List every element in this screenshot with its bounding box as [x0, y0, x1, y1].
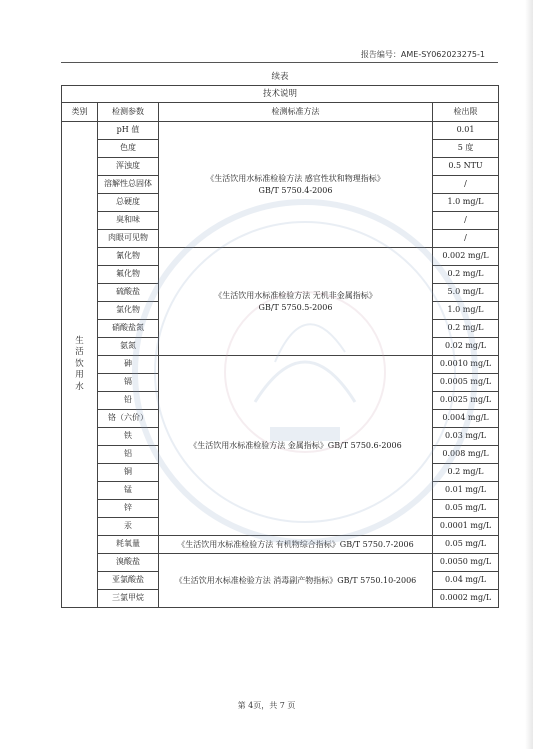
parameter-cell: 氰化物	[98, 248, 159, 266]
limit-cell: 0.03 mg/L	[433, 428, 499, 446]
page-edge-shadow	[525, 0, 533, 749]
limit-cell: 0.5 NTU	[433, 158, 499, 176]
parameter-cell: 锰	[98, 482, 159, 500]
method-cell: 《生活饮用水标准检验方法 有机物综合指标》GB/T 5750.7-2006	[159, 536, 433, 554]
parameter-cell: 铅	[98, 392, 159, 410]
table-row	[62, 536, 499, 554]
parameter-cell: 耗氧量	[98, 536, 159, 554]
parameter-cell: 砷	[98, 356, 159, 374]
parameter-cell: 溴酸盐	[98, 554, 159, 572]
table-row	[62, 554, 499, 572]
column-header-method: 检测标准方法	[159, 103, 433, 122]
limit-cell: 0.02 mg/L	[433, 338, 499, 356]
limit-cell: 5.0 mg/L	[433, 284, 499, 302]
limit-cell: 1.0 mg/L	[433, 194, 499, 212]
parameter-cell: 氟化物	[98, 266, 159, 284]
limit-cell: 0.2 mg/L	[433, 320, 499, 338]
limit-cell: 0.2 mg/L	[433, 464, 499, 482]
method-cell	[159, 122, 433, 248]
limit-cell: 0.0005 mg/L	[433, 374, 499, 392]
parameter-cell: 氯化物	[98, 302, 159, 320]
parameter-cell: 镉	[98, 374, 159, 392]
limit-cell: 0.004 mg/L	[433, 410, 499, 428]
parameter-cell: 肉眼可见物	[98, 230, 159, 248]
limit-cell: 0.01	[433, 122, 499, 140]
parameter-cell: 浑浊度	[98, 158, 159, 176]
table-row	[62, 122, 499, 140]
category-cell	[62, 122, 98, 608]
parameter-cell: 三氯甲烷	[98, 590, 159, 608]
limit-cell: /	[433, 212, 499, 230]
table-row	[62, 356, 499, 374]
parameter-cell: 臭和味	[98, 212, 159, 230]
method-code: GB/T 5750.5-2006	[258, 302, 333, 312]
limit-cell: 5 度	[433, 140, 499, 158]
limit-cell: 0.04 mg/L	[433, 572, 499, 590]
technical-spec-table	[61, 69, 499, 608]
report-number: 报告编号：AME-SY062023275-1	[360, 50, 485, 59]
parameter-cell: 铬（六价）	[98, 410, 159, 428]
parameter-cell: 汞	[98, 518, 159, 536]
limit-cell: 0.0002 mg/L	[433, 590, 499, 608]
method-name: 《生活饮用水标准检验方法 感官性状和物理指标》	[206, 173, 385, 183]
column-header-parameter: 检测参数	[98, 103, 159, 122]
parameter-cell: 铜	[98, 464, 159, 482]
parameter-cell: pH 值	[98, 122, 159, 140]
method-name: 《生活饮用水标准检验方法 无机非金属指标》	[214, 290, 377, 300]
method-cell	[159, 356, 433, 536]
parameter-cell: 锌	[98, 500, 159, 518]
column-header-category: 类别	[62, 103, 98, 122]
parameter-cell: 色度	[98, 140, 159, 158]
header-divider	[61, 62, 498, 63]
limit-cell: 0.008 mg/L	[433, 446, 499, 464]
limit-cell: 0.05 mg/L	[433, 500, 499, 518]
limit-cell: 0.0050 mg/L	[433, 554, 499, 572]
limit-cell: 0.05 mg/L	[433, 536, 499, 554]
method-name: 《生活饮用水标准检验方法 金属指标》GB/T 5750.6-2006	[189, 440, 402, 450]
parameter-cell: 硝酸盐氮	[98, 320, 159, 338]
parameter-cell: 亚氯酸盐	[98, 572, 159, 590]
column-header-limit: 检出限	[433, 103, 499, 122]
parameter-cell: 氨氮	[98, 338, 159, 356]
limit-cell: 0.0001 mg/L	[433, 518, 499, 536]
method-code: GB/T 5750.4-2006	[258, 185, 333, 195]
limit-cell: 0.2 mg/L	[433, 266, 499, 284]
limit-cell: 1.0 mg/L	[433, 302, 499, 320]
table-row	[62, 248, 499, 266]
method-cell	[159, 248, 433, 356]
section-title: 技术说明	[62, 86, 499, 103]
limit-cell: 0.0025 mg/L	[433, 392, 499, 410]
parameter-cell: 铁	[98, 428, 159, 446]
method-cell: 《生活饮用水标准检验方法 消毒副产物指标》GB/T 5750.10-2006	[159, 554, 433, 608]
parameter-cell: 硫酸盐	[98, 284, 159, 302]
continued-label: 续表	[62, 69, 499, 86]
limit-cell: 0.0010 mg/L	[433, 356, 499, 374]
parameter-cell: 溶解性总固体	[98, 176, 159, 194]
parameter-cell: 总硬度	[98, 194, 159, 212]
limit-cell: 0.002 mg/L	[433, 248, 499, 266]
limit-cell: /	[433, 230, 499, 248]
category-label: 生活饮用水	[75, 335, 84, 392]
limit-cell: /	[433, 176, 499, 194]
limit-cell: 0.01 mg/L	[433, 482, 499, 500]
page-number: 第 4页，共 7 页	[237, 701, 296, 710]
parameter-cell: 铝	[98, 446, 159, 464]
